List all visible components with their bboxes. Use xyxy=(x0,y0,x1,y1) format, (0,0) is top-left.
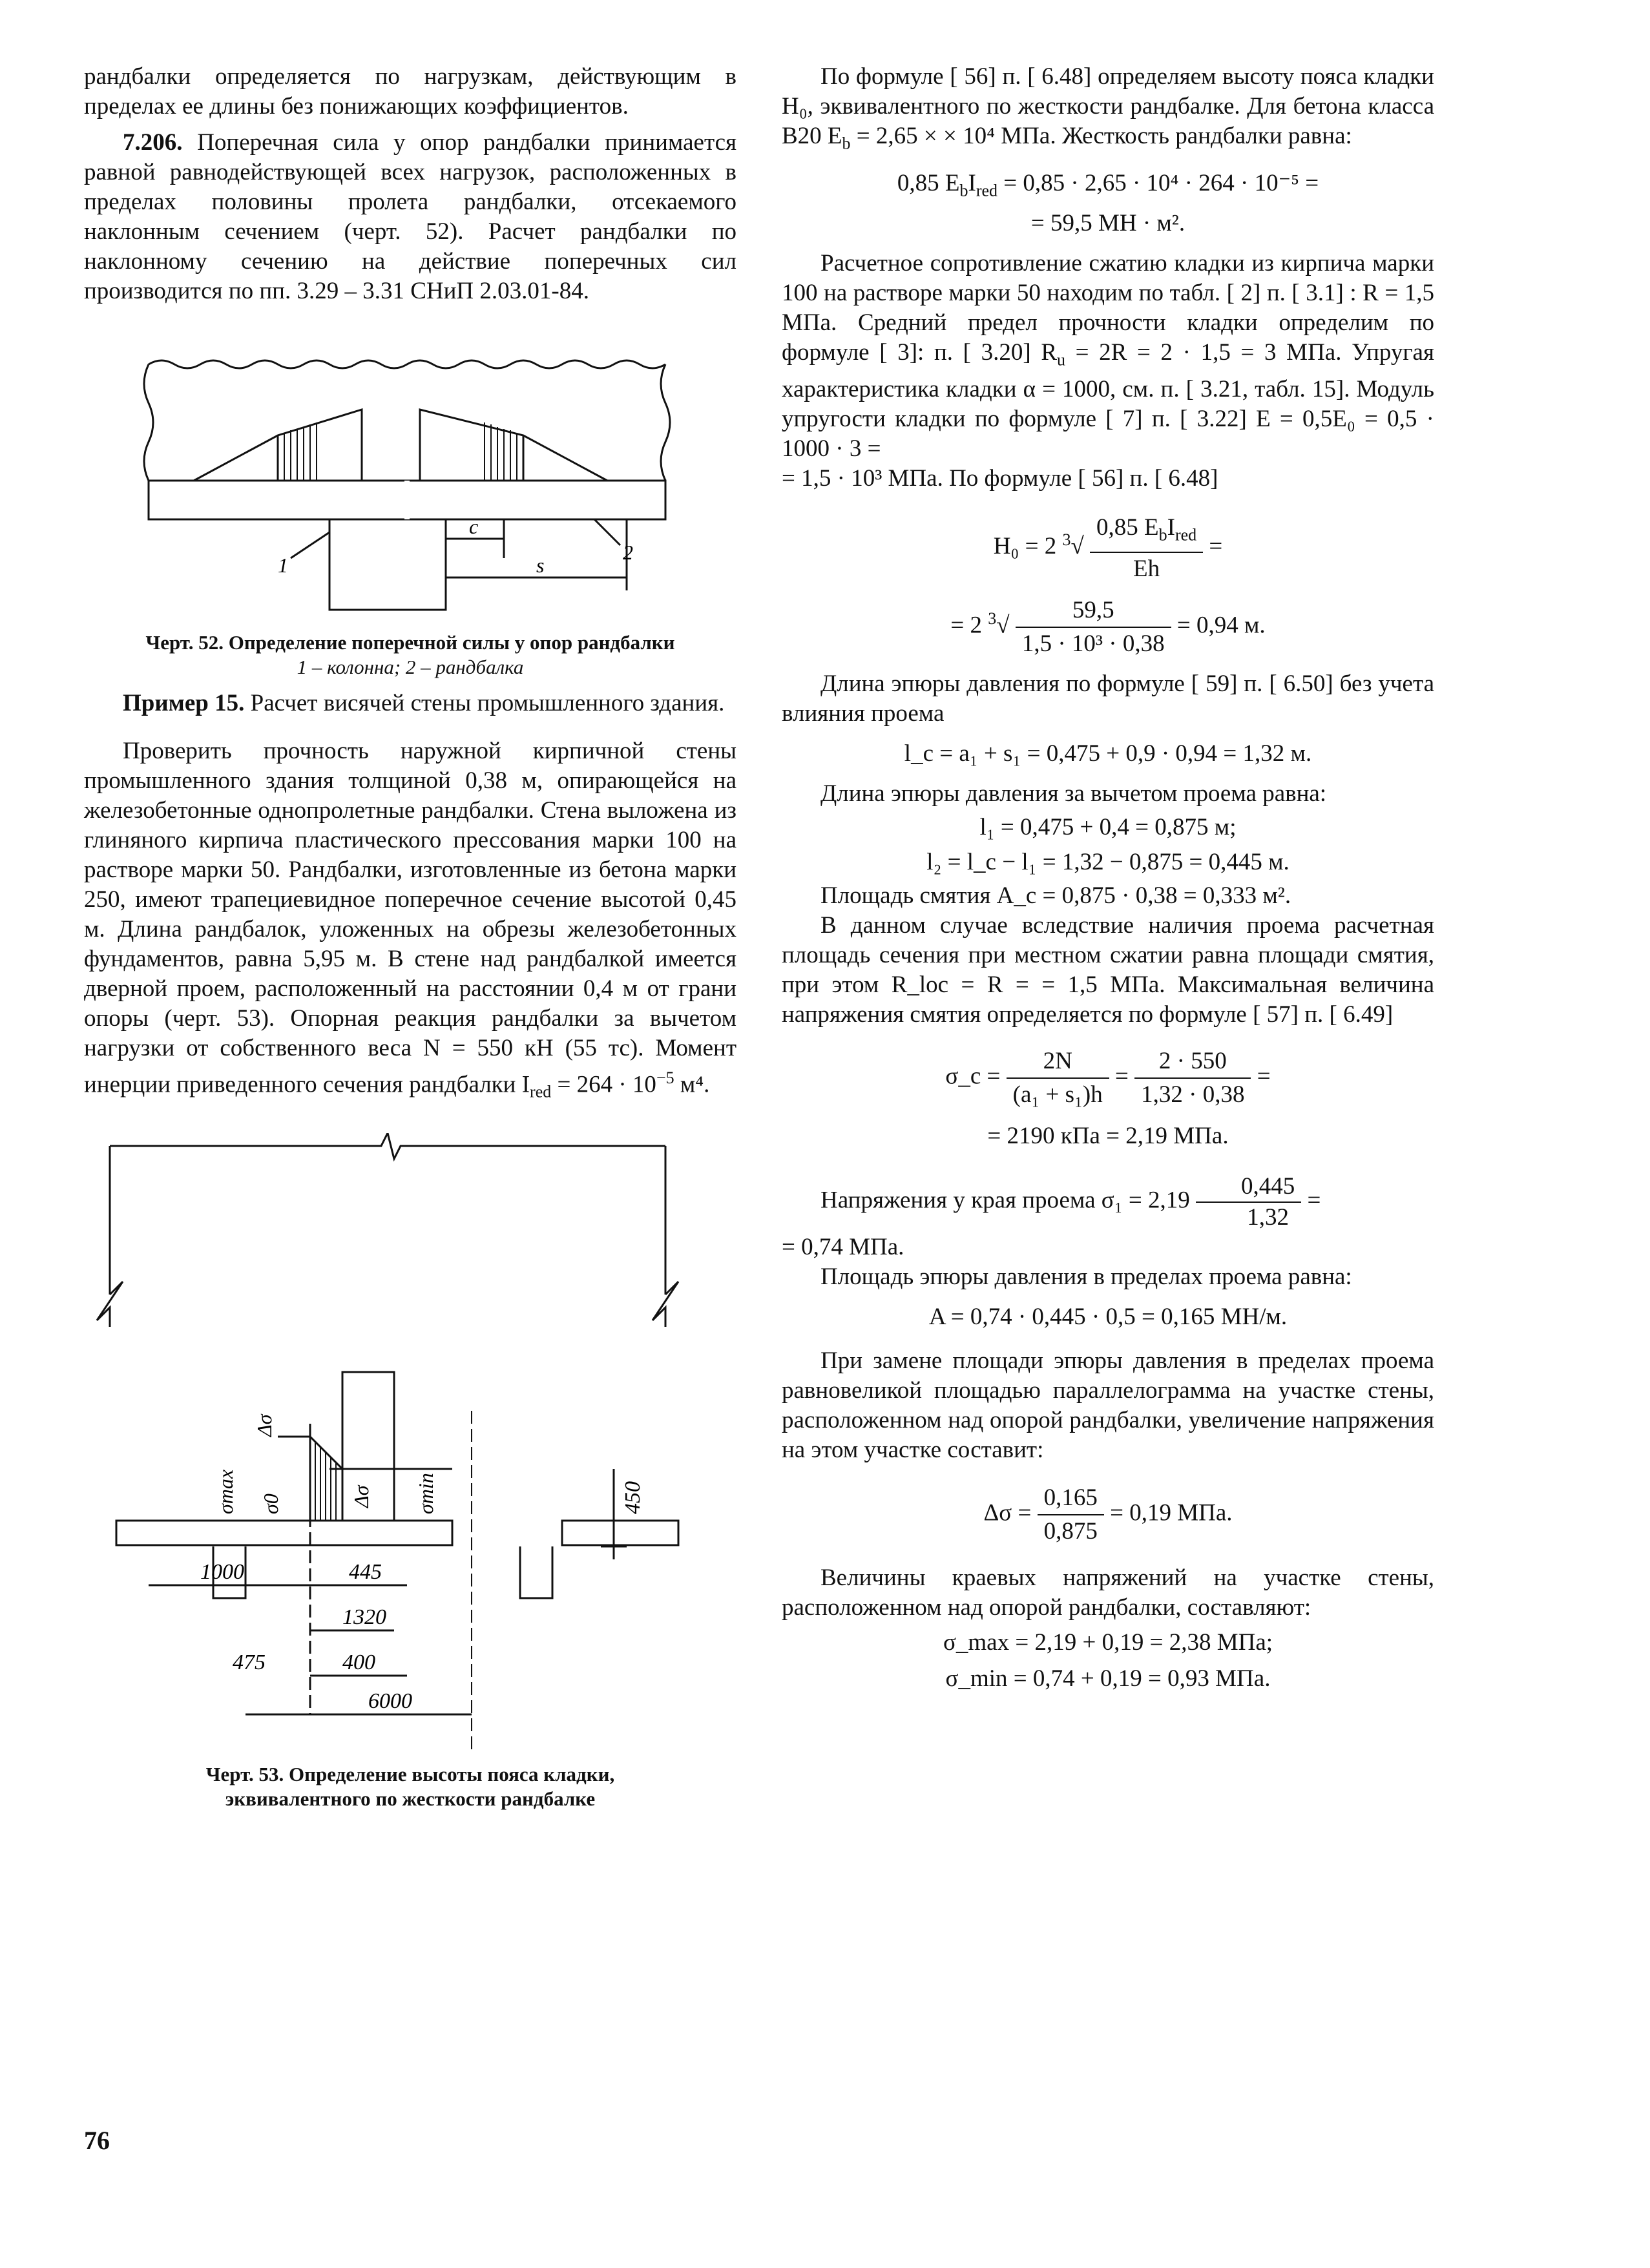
example-problem-end: м⁴. xyxy=(674,1071,710,1098)
figure-52-hatching xyxy=(284,422,517,481)
paragraph-7-206 xyxy=(84,128,736,306)
label-s: s xyxy=(536,554,545,577)
formula-area: A = 0,74 · 0,445 · 0,5 = 0,165 МН/м. xyxy=(928,1303,1288,1330)
paragraph-edge-stress xyxy=(782,1172,1434,1233)
paragraph-pressure-length: Длина эпюры давления по формуле [ 59] п. [ 6.50] без учета влияния проема xyxy=(782,670,1434,727)
dim-1000: 1000 xyxy=(200,1559,244,1584)
example-problem xyxy=(84,736,736,1107)
formula-l1: l₁ = 0,475 + 0,4 = 0,875 м; xyxy=(979,813,1237,840)
figure-53-caption-2: эквивалентного по жесткости рандбалке xyxy=(225,1787,596,1810)
label-beam-2: 2 xyxy=(623,541,633,564)
formula-h0-num-i: I xyxy=(1167,514,1175,541)
edge-stress-den: 1,32 xyxy=(1247,1203,1289,1231)
superscript-exp: −5 xyxy=(656,1068,674,1087)
label-sigma-min: σmin xyxy=(414,1472,437,1514)
dim-450: 450 xyxy=(621,1481,645,1514)
formula-sigma-c-eq: = xyxy=(1115,1063,1129,1090)
formula-h0-num-red: red xyxy=(1175,525,1197,545)
formula-h0-numerator xyxy=(1090,512,1203,552)
paragraph-edge-stress-result: = 0,74 МПа. xyxy=(782,1233,904,1260)
label-c: c xyxy=(469,515,479,538)
paragraph-continuation: рандбалки определяется по нагрузкам, действующим в пределах ее длины без понижающих коэффициентов. xyxy=(84,63,736,120)
formula-h0-value-rhs: = 0,94 м. xyxy=(1176,612,1266,639)
clause-number: 7.206. xyxy=(123,129,183,156)
formula-delta-sigma-den: 0,875 xyxy=(1043,1517,1098,1545)
subscript-b: b xyxy=(842,134,851,153)
formula-stiffness-sub-red: red xyxy=(976,181,998,200)
formula-sigma-c-frac-1 xyxy=(1007,1045,1109,1111)
paragraph-h0 xyxy=(782,62,1434,158)
paragraph-resistance-tail: = 2R = 2 · 1,5 = 3 МПа. Упругая характеристика кладки α = 1000, см. п. [ 3.21, табл. 15]. Модуль упругости кладки по формуле [ 7] п. [ 3.22] E = 0,5E₀ = 0,5 · 1000 · 3 = xyxy=(782,338,1434,463)
radical-icon: √ xyxy=(1070,533,1084,560)
edge-stress-fraction xyxy=(1196,1172,1301,1233)
formula-sigma-min: σ_min = 0,74 + 0,19 = 0,93 МПа. xyxy=(945,1665,1271,1692)
formula-sigma-max: σ_max = 2,19 + 0,19 = 2,38 МПа; xyxy=(943,1628,1273,1656)
paragraph-resistance-end: = 1,5 · 10³ МПа. По формуле [ 56] п. [ 6.48] xyxy=(782,465,1218,492)
formula-stiffness-a: 0,85 E xyxy=(897,170,960,197)
paragraph-h0-text: По формуле [ 56] п. [ 6.48] определяем высоту пояса кладки H₀, эквивалентного по жесткости рандбалке. Для бетона класса В20 E xyxy=(782,63,1434,149)
dim-475: 475 xyxy=(233,1650,266,1674)
formula-h0-value-lhs: = 2 xyxy=(950,612,983,639)
formula-h0 xyxy=(782,512,1434,585)
formula-sigma-c-result: = 2190 кПа = 2,19 МПа. xyxy=(987,1122,1229,1149)
formula-stiffness-result: = 59,5 МН · м². xyxy=(1030,209,1185,236)
figure-52-diagram xyxy=(84,338,736,623)
formula-h0-num-text: 0,85 E xyxy=(1096,514,1159,541)
dim-400: 400 xyxy=(342,1650,375,1674)
formula-h0-lhs: H₀ = 2 xyxy=(993,533,1057,560)
formula-sigma-c-den-2: 1,32 · 0,38 xyxy=(1141,1081,1245,1108)
paragraph-length-minus-opening: Длина эпюры давления за вычетом проема равна: xyxy=(820,780,1327,807)
label-delta-sigma-2: Δσ xyxy=(350,1485,373,1508)
formula-delta-sigma-rhs: = 0,19 МПа. xyxy=(1110,1499,1233,1526)
clause-text: Поперечная сила у опор рандбалки принимается равной равнодействующей всех нагрузок, расположенных в пределах половины пролета рандбалки, отсекаемого наклонным сечением (черт. 52). Расчет рандбалки по наклонному сечению на действие поперечных сил производится по пп. 3.29 – 3.31 СНиП 2.03.01-84. xyxy=(84,129,737,304)
paragraph-parallelogram: При замене площади эпюры давления в пределах проема равновеликой площадью параллелограмма на участке стены, расположенном над опорой рандбалки, увеличение напряжения на этом участке составит: xyxy=(782,1347,1434,1463)
formula-sigma-c xyxy=(782,1045,1434,1111)
formula-h0-fraction xyxy=(1090,512,1203,585)
formula-sigma-c-num-2: 2 · 550 xyxy=(1134,1045,1251,1079)
paragraph-edge-stresses: Величины краевых напряжений на участке стены, расположенном над опорой рандбалки, составляют: xyxy=(782,1564,1434,1621)
formula-stiffness-rest: = 0,85 · 2,65 · 10⁴ · 264 · 10⁻⁵ = xyxy=(997,170,1319,197)
formula-delta-sigma-lhs: Δσ = xyxy=(983,1499,1032,1526)
dim-445: 445 xyxy=(349,1559,382,1584)
paragraph-edge-stress-text: Напряжения у края проема σ₁ = 2,19 xyxy=(820,1187,1190,1214)
example-problem-text: Проверить прочность наружной кирпичной стены промышленного здания толщиной 0,38 м, опирающейся на железобетонные однопролетные рандбалки. Стена выложена из глиняного кирпича пластического прессования марки 100 на растворе марки 50. Рандбалки, изготовленные из бетона марки 250, имеют трапециевидное поперечное сечение высотой 0,45 м. Длина рандбалок, уложенных на обрезы железобетонных фундаментов, равна 5,95 м. В стене над рандбалкой имеется дверной проем, расположенный на расстоянии 0,4 м от грани опоры (черт. 53). Опорная реакция рандбалки за вычетом нагрузки от собственного веса N = 550 кН (55 тс). Момент инерции приведенного сечения рандбалки I xyxy=(84,738,736,1098)
formula-h0-value-fraction xyxy=(1016,594,1171,660)
formula-sigma-c-lhs: σ_c = xyxy=(945,1063,1001,1090)
example-title: Расчет висячей стены промышленного здания. xyxy=(250,690,725,716)
subscript-red: red xyxy=(530,1082,552,1101)
formula-lc: l_c = a₁ + s₁ = 0,475 + 0,9 · 0,94 = 1,32 м. xyxy=(904,740,1312,767)
formula-h0-value-numerator: 59,5 xyxy=(1016,594,1171,628)
formula-stiffness-i: I xyxy=(968,170,976,197)
formula-sigma-c-end: = xyxy=(1257,1063,1271,1090)
formula-h0-num-b: b xyxy=(1158,525,1167,545)
formula-sigma-c-den-1: (a₁ + s₁)h xyxy=(1012,1081,1103,1108)
example-problem-tail: = 264 · 10 xyxy=(551,1071,656,1098)
dim-1320: 1320 xyxy=(342,1605,386,1629)
paragraph-local-compression: В данном случае вследствие наличия проема расчетная площадь сечения при местном сжатии равна площади смятия, при этом R_loc = R = = 1,5 МПа. Максимальная величина напряжения смятия определяется по формуле [ 57] п. [ 6.49] xyxy=(782,911,1434,1028)
paragraph-resistance-text: Расчетное сопротивление сжатию кладки из кирпича марки 100 на растворе марки 50 находим по табл. [ 2] п. [ 3.1] : R = 1,5 МПа. Средний предел прочности кладки определим по формуле [ 3]: п. [ 3.20] R xyxy=(782,249,1434,366)
formula-h0-cube-index: 3 xyxy=(1062,530,1071,550)
radical-icon: √ xyxy=(996,612,1010,639)
formula-h0-value xyxy=(782,594,1434,660)
formula-sigma-c-frac-2 xyxy=(1134,1045,1251,1111)
figure-53-drawing xyxy=(97,1133,678,1753)
formula-l2: l₂ = l_c − l₁ = 1,32 − 0,875 = 0,445 м. xyxy=(926,848,1290,875)
dim-6000: 6000 xyxy=(368,1689,412,1713)
label-column-1: 1 xyxy=(278,554,288,577)
formula-h0-value-denominator: 1,5 · 10³ · 0,38 xyxy=(1021,630,1165,657)
page-number: 76 xyxy=(84,2126,110,2155)
formula-delta-sigma xyxy=(782,1482,1434,1548)
label-sigma-max: σmax xyxy=(214,1469,237,1514)
formula-h0-value-cube-index: 3 xyxy=(988,609,997,628)
paragraph-h0-tail: = 2,65 × × 10⁴ МПа. Жесткость рандбалки равна: xyxy=(850,123,1352,149)
example-label: Пример 15. xyxy=(123,690,245,716)
edge-stress-num: 0,445 xyxy=(1196,1172,1301,1203)
formula-sigma-c-num-1: 2N xyxy=(1007,1045,1109,1079)
formula-delta-sigma-num: 0,165 xyxy=(1038,1482,1104,1515)
label-delta-sigma: Δσ xyxy=(253,1414,276,1437)
figure-53-diagram xyxy=(84,1133,736,1753)
example-heading xyxy=(84,689,736,718)
figure-52-legend: 1 – колонна; 2 – рандбалка xyxy=(297,656,524,678)
right-column xyxy=(782,62,1434,1699)
paragraph-crushing-area: Площадь смятия A_c = 0,875 · 0,38 = 0,333 м². xyxy=(820,882,1291,909)
left-column xyxy=(84,62,736,1811)
figure-52-caption: Черт. 52. Определение поперечной силы у опор рандбалки xyxy=(145,631,675,654)
formula-delta-sigma-fraction xyxy=(1038,1482,1104,1548)
figure-53-hatching xyxy=(315,1442,336,1521)
figure-53-caption-1: Черт. 53. Определение высоты пояса кладки, xyxy=(205,1762,615,1785)
label-sigma-0: σ0 xyxy=(259,1493,282,1514)
subscript-u: u xyxy=(1057,350,1066,369)
paragraph-pressure-area: Площадь эпюры давления в пределах проема равна: xyxy=(820,1263,1352,1290)
formula-h0-eq: = xyxy=(1209,533,1223,560)
figure-52-drawing xyxy=(144,360,670,610)
formula-stiffness-sub-b: b xyxy=(959,181,968,200)
paragraph-resistance xyxy=(782,249,1434,464)
formula-stiffness xyxy=(782,167,1434,239)
edge-stress-eq: = xyxy=(1307,1187,1321,1214)
formula-h0-denominator: Eh xyxy=(1133,555,1160,582)
